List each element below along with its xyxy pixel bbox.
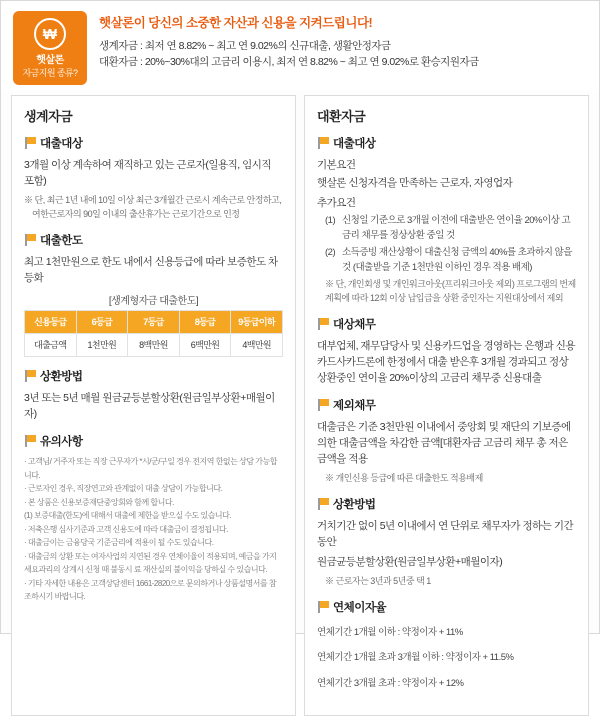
excluded-debt-note: ※ 개인신용 등급에 따른 대출한도 적용배제 (325, 473, 483, 483)
table-header-cell: 8등급 (179, 311, 231, 334)
flag-icon (317, 498, 329, 510)
section-refi-repayment-title: 상환방법 (333, 499, 376, 511)
flag-icon (317, 318, 329, 330)
table-header-cell: 9등급이하 (231, 311, 283, 334)
late-interest-line: 연체기간 1개월 초과 3개월 이하 : 약정이자 + 11.5% (317, 652, 514, 663)
flag-icon (317, 601, 329, 613)
header-title: 햇살론이 당신의 소중한 자산과 신용을 지켜드립니다! (99, 16, 373, 30)
flag-icon (317, 137, 329, 149)
section-loan-target (24, 135, 283, 221)
section-late-interest-head (317, 599, 576, 615)
loan-limit-body: 최고 1천만원으로 한도 내에서 신용등급에 따라 보증한도 차등화 (24, 256, 278, 284)
section-excluded-debt-head (317, 397, 576, 413)
living-funds-title: 생계자금 (24, 109, 73, 124)
loan-limit-table (24, 310, 283, 357)
refinance-funds-panel (304, 95, 589, 716)
late-interest-line: 연체기간 3개월 초과 : 약정이자 + 12% (317, 677, 464, 689)
flag-icon (24, 234, 36, 246)
section-refi-target-title: 대출대상 (333, 138, 376, 150)
list-item: · 본 상품은 신용보증재단중앙회와 함께 합니다. (24, 497, 174, 507)
section-refi-target-head (317, 135, 576, 151)
section-refi-repayment-head (317, 496, 576, 512)
list-item: · 근로자인 경우, 직장연고와 관계없이 대출 상담이 가능합니다. (24, 484, 223, 493)
list-item (317, 245, 576, 275)
list-item-number: (2) (325, 247, 336, 258)
section-excluded-debt (317, 397, 576, 485)
table-header-cell: 신용등급 (25, 311, 77, 334)
late-interest-line: 연체기간 1개월 이하 : 약정이자 + 11% (317, 626, 463, 638)
refi-target-note: ※ 단, 개인회생 및 개인워크아웃(프리워크아웃 제외) 프로그램의 번제계획에 따라 12회 이상 납입급을 상환 중인자는 지원대상에서 제외 (325, 279, 576, 303)
section-refi-repayment (317, 496, 576, 588)
table-cell: 대출금액 (25, 334, 77, 357)
section-refi-target (317, 135, 576, 305)
loan-target-body: 3개월 이상 계속하여 재직하고 있는 근로자(일용직, 임시직 포함) (24, 159, 272, 187)
section-eligible-debt-title: 대상채무 (333, 319, 376, 331)
basic-requirement-label: 기본요건 (317, 159, 356, 171)
table-cell: 6백만원 (179, 334, 231, 357)
loan-target-note-2: 여한근로자의 90일 이내의 출산휴가는 근로기간으로 인정 (32, 209, 240, 219)
extra-requirement-label: 추가요건 (317, 197, 356, 209)
list-item: · 고객님/ 거주자 또는 직장 근무자가 *시/군/구일 경우 전지역 한없는 상담 가능합니다. (24, 457, 277, 480)
list-item: · 대출금이는 금융당국 기준금리에 적용이 될 수도 있습니다. (24, 538, 214, 547)
table-cell: 1천만원 (76, 334, 128, 357)
section-repayment (24, 368, 283, 422)
table-cell: 8백만원 (128, 334, 180, 357)
flag-icon (24, 137, 36, 149)
refi-target-note-wrap (317, 277, 576, 305)
section-late-interest-title: 연체이자율 (333, 602, 387, 614)
sunshine-loan-badge (13, 11, 87, 85)
badge-line1: 햇살론 (36, 55, 64, 66)
flag-icon (317, 399, 329, 411)
excluded-debt-body: 대출금은 기준 3천만원 이내에서 중앙회 및 재단의 기보증에 의한 대출금액을 차감한 금액[대환자금 고금리 채무 총 저은 금액을 적용 (317, 421, 571, 465)
won-circle-icon: ₩ (34, 18, 66, 50)
table-row (25, 334, 283, 357)
section-repayment-head (24, 368, 283, 384)
content-columns (1, 91, 599, 726)
flag-icon (24, 435, 36, 447)
list-item: · 저축은행 심사기준과 고객 신용도에 따라 대출금이 결정됩니다. (24, 524, 228, 534)
loan-limit-table-caption: [생계형자금 대출한도] (108, 296, 199, 307)
table-header-cell: 7등급 (128, 311, 180, 334)
eligible-debt-body: 대부업체, 재무담당사 및 신용카드업을 경영하는 은행과 신용카드사카드론에 한정에서 대출 받은후 3개월 경과되고 정상상환중인 연이율 20%이상의 고금리 채무중 신용대출 (317, 340, 575, 384)
list-item-text: 신청일 기준으로 3개월 이전에 대출받은 연이율 20%이상 고금리 채무를 정상상환 중일 것 (342, 215, 571, 241)
flag-icon (24, 370, 36, 382)
list-item-number: (1) (325, 215, 336, 226)
loan-target-note-1: ※ 단, 최근 1년 내에 10일 이상 최근 3개월간 근로시 계속근로 안정하고, (24, 195, 282, 205)
table-header-cell: 6등급 (76, 311, 128, 334)
list-item-text: 소득증빙 재산상황이 대출신청 금액의 40%를 초과하지 않을 것 (대출받을 기준 1천만원 이하인 경우 적용 배제) (342, 247, 572, 273)
refi-repayment-body-2: 원금균등분할상환(원금일부상환+매월이자) (317, 556, 503, 568)
section-repayment-title: 상환방법 (40, 371, 83, 383)
list-item: · 기타 자세한 내용은 고객상담센터 1661-2820으로 문의하거나 상품설명서를 참조하시기 바랍니다. (24, 578, 277, 601)
section-loan-target-title: 대출대상 (40, 138, 83, 150)
table-cell: 4백만원 (231, 334, 283, 357)
section-caution-head (24, 433, 283, 449)
caution-list (24, 455, 283, 604)
header-line-2: 대환자금 : 20%~30%대의 고금리 이용시, 최저 연 8.82% ~ 최고 연 9.02%로 환승지원자금 (99, 56, 479, 68)
section-eligible-debt-head (317, 316, 576, 332)
list-item (317, 213, 576, 243)
section-loan-limit (24, 232, 283, 357)
repayment-body: 3년 또는 5년 매월 원금균등분할상환(원금일부상환+매월이자) (24, 392, 275, 420)
refinance-funds-title: 대환자금 (317, 109, 366, 124)
section-eligible-debt (317, 316, 576, 386)
section-loan-limit-title: 대출한도 (40, 235, 83, 247)
section-late-interest (317, 599, 576, 692)
section-caution-title: 유의사항 (40, 436, 83, 448)
header (1, 1, 599, 91)
table-header-row (25, 311, 283, 334)
section-caution (24, 433, 283, 604)
badge-line2: 자금지원 종류? (22, 68, 78, 78)
section-loan-target-head (24, 135, 283, 151)
list-item: · 대출금의 상환 또는 여자사업의 지연된 경우 연체이율이 적용되며, 예금을 가지세요과리의 상계시 신청 때 불동시 료 재산실의 불이익을 당하실 수 있습니다. (24, 551, 277, 574)
basic-requirement-body: 햇살론 신청자격을 만족하는 근로자, 자영업자 (317, 177, 513, 189)
list-item: (1) 보증대출(한도)에 대해서 대출에 제한을 받으실 수도 있습니다. (24, 511, 232, 520)
living-funds-panel (11, 95, 296, 716)
section-excluded-debt-title: 제외채무 (333, 400, 376, 412)
refi-repayment-note: ※ 근로자는 3년과 5년중 택 1 (325, 576, 431, 586)
section-loan-limit-head (24, 232, 283, 248)
refi-repayment-body-1: 거치기간 없이 5년 이내에서 연 단위로 채무자가 정하는 기간동안 (317, 520, 574, 548)
header-line-1: 생계자금 : 최저 연 8.82% ~ 최고 연 9.02%의 신규대출, 생활안정자금 (99, 40, 391, 52)
header-text (87, 11, 479, 70)
